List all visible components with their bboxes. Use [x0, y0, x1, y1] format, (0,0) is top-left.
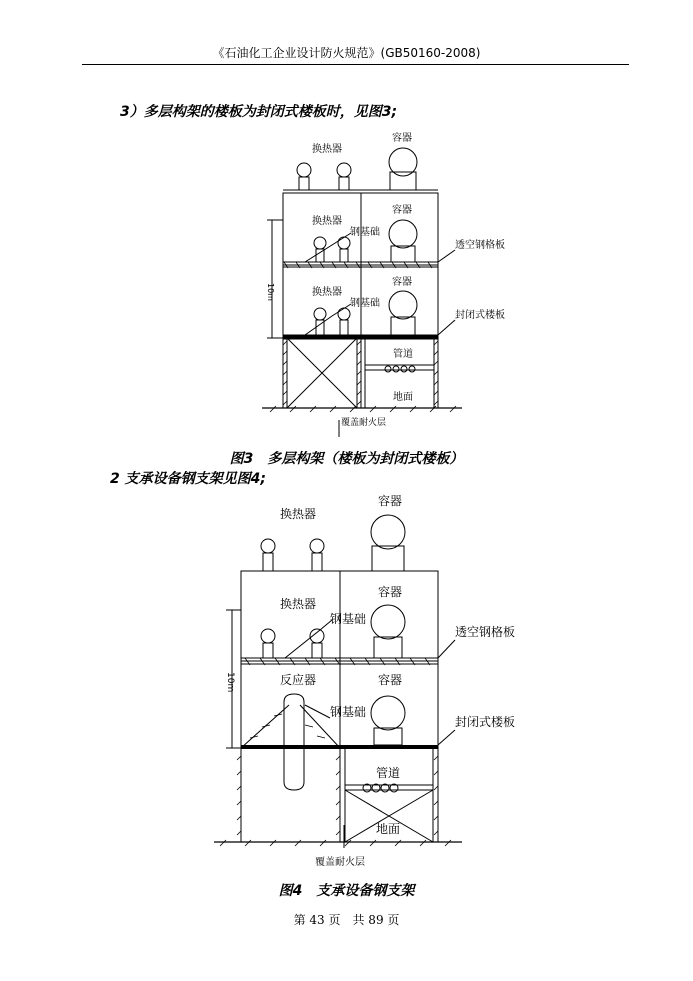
fig4-label-closed-floor: 封闭式楼板	[455, 715, 516, 729]
fig4-label-heat-exchanger-mid: 换热器	[280, 597, 317, 611]
fig4-label-reactor: 反应器	[280, 673, 317, 687]
header-title: 《石油化工企业设计防火规范》(GB50160-2008)	[212, 46, 481, 60]
figure3-caption: 图3 多层构架（楼板为封闭式楼板）	[229, 451, 464, 467]
fig4-label-fireproof: 覆盖耐火层	[315, 857, 365, 868]
fig4-label-vessel-low: 容器	[378, 673, 403, 687]
fig4-label-grating: 透空钢格板	[455, 625, 516, 639]
fig4-label-heat-exchanger-top: 换热器	[280, 507, 317, 521]
fig3-label-vessel-low: 容器	[392, 277, 412, 288]
paragraph-figure3-intro: 3）多层构架的楼板为封闭式楼板时，见图3;	[120, 104, 398, 120]
fig4-label-steel-base-low: 钢基础	[330, 705, 367, 719]
fig3-label-vessel-mid: 容器	[392, 205, 412, 216]
fig3-label-vessel-top: 容器	[392, 133, 412, 144]
fig3-label-pipeway: 管道	[393, 349, 413, 360]
fig3-label-heat-exchanger-mid: 换热器	[312, 216, 342, 227]
fig3-label-grating: 透空钢格板	[455, 240, 505, 251]
fig4-label-vessel-mid: 容器	[378, 585, 403, 599]
fig3-label-steel-base-mid: 钢基础	[350, 227, 380, 238]
fig3-label-steel-base-low: 钢基础	[350, 298, 380, 309]
fig3-label-heat-exchanger-low: 换热器	[312, 287, 342, 298]
fig4-label-pipeway: 管道	[376, 766, 401, 780]
figure4-caption: 图4 支承设备钢支架	[278, 883, 415, 899]
fig4-label-ground: 地面	[376, 822, 401, 836]
fig3-label-fireproof: 覆盖耐火层	[341, 418, 387, 428]
paragraph-figure4-intro: 2 支承设备钢支架见图4;	[110, 471, 266, 487]
fig3-label-dimension: 10m	[266, 283, 275, 301]
fig3-label-closed-floor: 封闭式楼板	[455, 310, 505, 321]
fig4-label-steel-base-mid: 钢基础	[330, 612, 367, 626]
fig4-label-dimension: 10m	[225, 672, 235, 693]
fig3-label-heat-exchanger-top: 换热器	[312, 144, 342, 155]
fig3-label-ground: 地面	[393, 392, 413, 403]
page-footer: 第 43 页 共 89 页	[293, 913, 400, 927]
fig4-label-vessel-top: 容器	[378, 494, 403, 508]
